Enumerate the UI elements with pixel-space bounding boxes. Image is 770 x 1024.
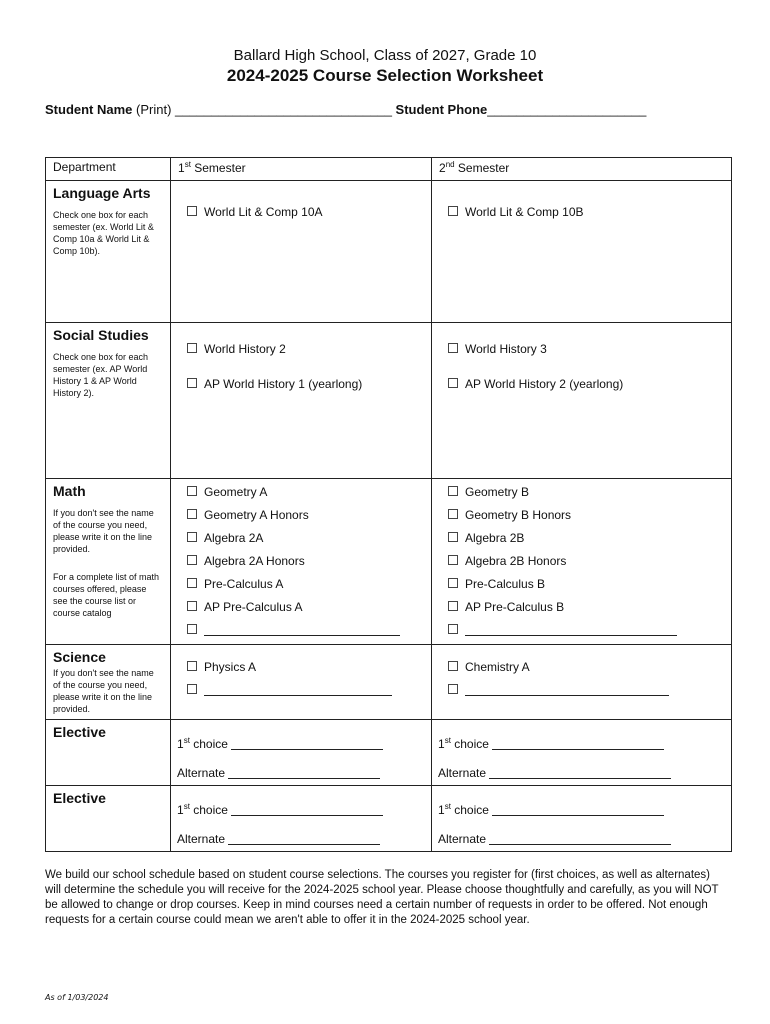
first-text: choice xyxy=(189,803,228,817)
course-option[interactable] xyxy=(432,481,731,504)
course-option[interactable] xyxy=(432,596,731,619)
science-title: Science xyxy=(53,649,106,665)
course-label: Pre-Calculus A xyxy=(204,577,284,591)
first-choice-field[interactable] xyxy=(432,736,731,751)
student-phone-label: Student Phone xyxy=(395,102,488,117)
footer-paragraph: We build our school schedule based on student course selections. The courses you register for (first choices, as well as alternates) will determine the schedule you will receive for the 2024-2025 school year. Please choose thoughtfully and carefully, as you will NOT be allowed to change or drop courses. Keep in mind courses need a certain number of requests in order to be offered. Not enough requests for a certain course could mean we aren't able to offer it in the 2024-2025 school year. xyxy=(45,869,719,926)
semester-1-num: 1 xyxy=(178,161,185,175)
write-in-line[interactable] xyxy=(228,832,380,845)
course-label: Physics A xyxy=(204,660,257,674)
alternate-field[interactable] xyxy=(432,832,731,846)
checkbox[interactable] xyxy=(448,378,458,388)
alternate-field[interactable] xyxy=(171,766,431,780)
write-in-line[interactable] xyxy=(492,737,664,750)
course-label: World History 2 xyxy=(204,342,286,356)
course-write-in[interactable] xyxy=(432,619,731,642)
math-dept xyxy=(46,479,171,645)
science-dept xyxy=(46,645,171,720)
write-in-line[interactable] xyxy=(204,623,400,636)
first-num: 1 xyxy=(438,737,445,751)
checkbox[interactable] xyxy=(187,578,197,588)
alternate-label: Alternate xyxy=(177,766,226,780)
course-write-in[interactable] xyxy=(171,619,431,642)
checkbox[interactable] xyxy=(448,578,458,588)
first-text: choice xyxy=(450,737,489,751)
semester-2-sup: nd xyxy=(445,160,455,169)
math-sem1 xyxy=(171,479,432,645)
write-in-line[interactable] xyxy=(231,803,383,816)
first-choice-field[interactable] xyxy=(171,736,431,751)
elective-sem2 xyxy=(432,720,732,786)
checkbox[interactable] xyxy=(187,378,197,388)
checkbox[interactable] xyxy=(448,555,458,565)
semester-2-header xyxy=(432,158,732,181)
first-num: 1 xyxy=(177,737,184,751)
school-line: Ballard High School, Class of 2027, Grade 10 xyxy=(233,47,537,64)
course-label: Chemistry A xyxy=(465,660,530,674)
department-header: Department xyxy=(46,158,171,181)
checkbox[interactable] xyxy=(187,684,197,694)
checkbox[interactable] xyxy=(187,532,197,542)
elective-row xyxy=(46,720,732,786)
checkbox[interactable] xyxy=(187,624,197,634)
write-in-line[interactable] xyxy=(231,737,383,750)
checkbox[interactable] xyxy=(187,509,197,519)
course-label: Geometry B Honors xyxy=(465,508,572,522)
social-studies-title: Social Studies xyxy=(53,327,149,343)
alternate-label: Alternate xyxy=(438,766,487,780)
semester-1-header xyxy=(171,158,432,181)
checkbox[interactable] xyxy=(448,509,458,519)
course-option[interactable] xyxy=(171,527,431,550)
course-label: Algebra 2B xyxy=(465,531,525,545)
social-studies-dept xyxy=(46,323,171,479)
first-sup: st xyxy=(183,802,190,811)
checkbox[interactable] xyxy=(448,532,458,542)
elective-title: Elective xyxy=(53,724,106,740)
course-label: Geometry B xyxy=(465,485,530,499)
student-name-field[interactable]: (Print) ______________________________ xyxy=(132,102,396,117)
course-selection-table xyxy=(45,157,732,852)
language-arts-row xyxy=(46,181,732,323)
first-sup: st xyxy=(183,736,190,745)
alternate-field[interactable] xyxy=(171,832,431,846)
elective-row xyxy=(46,786,732,852)
science-note: If you don't see the name of the course you need, please write it on the line provided. xyxy=(53,668,154,714)
alternate-label: Alternate xyxy=(177,832,226,846)
checkbox[interactable] xyxy=(448,601,458,611)
course-option[interactable] xyxy=(171,201,431,224)
elective-title: Elective xyxy=(53,790,106,806)
first-num: 1 xyxy=(177,803,184,817)
course-write-in[interactable] xyxy=(171,679,431,702)
course-option[interactable] xyxy=(171,550,431,573)
course-label: Pre-Calculus B xyxy=(465,577,546,591)
math-title: Math xyxy=(53,483,86,499)
course-option[interactable] xyxy=(171,656,431,679)
course-option[interactable] xyxy=(432,527,731,550)
math-note-1: If you don't see the name of the course you need, please write it on the line provided. xyxy=(53,508,154,554)
course-option[interactable] xyxy=(171,338,431,361)
math-row xyxy=(46,479,732,645)
table-header-row xyxy=(46,158,732,181)
semester-2-num: 2 xyxy=(439,161,446,175)
semester-2-text: Semester xyxy=(454,161,510,175)
course-option[interactable] xyxy=(432,201,731,224)
write-in-line[interactable] xyxy=(489,832,671,845)
course-option[interactable] xyxy=(171,573,431,596)
elective-sem1 xyxy=(171,720,432,786)
course-option[interactable] xyxy=(432,550,731,573)
language-arts-title: Language Arts xyxy=(53,185,151,201)
course-label: Algebra 2B Honors xyxy=(465,554,567,568)
elective-sem2 xyxy=(432,786,732,852)
checkbox[interactable] xyxy=(448,343,458,353)
alternate-label: Alternate xyxy=(438,832,487,846)
write-in-line[interactable] xyxy=(228,766,380,779)
elective-sem1 xyxy=(171,786,432,852)
semester-1-text: Semester xyxy=(190,161,246,175)
course-option[interactable] xyxy=(432,373,731,396)
course-label: World Lit & Comp 10A xyxy=(204,205,323,219)
checkbox[interactable] xyxy=(187,601,197,611)
social-studies-note: Check one box for each semester (ex. AP World History 1 & AP World History 2). xyxy=(53,352,149,398)
course-label: AP Pre-Calculus B xyxy=(465,600,565,614)
social-studies-sem1 xyxy=(171,323,432,479)
language-arts-note: Check one box for each semester (ex. World Lit & Comp 10a & World Lit & Comp 10b). xyxy=(53,210,154,256)
course-option[interactable] xyxy=(432,656,731,679)
first-text: choice xyxy=(189,737,228,751)
checkbox[interactable] xyxy=(187,206,197,216)
checkbox[interactable] xyxy=(448,661,458,671)
science-sem2 xyxy=(432,645,732,720)
student-phone-field[interactable]: ______________________ xyxy=(487,102,647,117)
write-in-line[interactable] xyxy=(465,623,677,636)
checkbox[interactable] xyxy=(448,624,458,634)
science-sem1 xyxy=(171,645,432,720)
checkbox[interactable] xyxy=(187,661,197,671)
course-label: Algebra 2A Honors xyxy=(204,554,305,568)
first-choice-field[interactable] xyxy=(171,802,431,817)
course-option[interactable] xyxy=(171,504,431,527)
language-arts-sem2 xyxy=(432,181,732,323)
course-option[interactable] xyxy=(171,373,431,396)
language-arts-dept xyxy=(46,181,171,323)
elective-dept xyxy=(46,786,171,852)
science-row xyxy=(46,645,732,720)
course-label: AP World History 1 (yearlong) xyxy=(204,377,363,391)
course-label: Geometry A Honors xyxy=(204,508,309,522)
social-studies-row xyxy=(46,323,732,479)
first-text: choice xyxy=(450,803,489,817)
checkbox[interactable] xyxy=(448,486,458,496)
course-option[interactable] xyxy=(432,338,731,361)
course-label: Geometry A xyxy=(204,485,268,499)
first-sup: st xyxy=(444,802,451,811)
checkbox[interactable] xyxy=(448,206,458,216)
elective-dept xyxy=(46,720,171,786)
write-in-line[interactable] xyxy=(204,683,392,696)
course-write-in[interactable] xyxy=(432,679,731,702)
course-option[interactable] xyxy=(171,481,431,504)
math-sem2 xyxy=(432,479,732,645)
course-option[interactable] xyxy=(432,573,731,596)
language-arts-sem1 xyxy=(171,181,432,323)
student-info-line xyxy=(45,102,646,117)
course-label: Algebra 2A xyxy=(204,531,264,545)
write-in-line[interactable] xyxy=(489,766,671,779)
alternate-field[interactable] xyxy=(432,766,731,780)
first-num: 1 xyxy=(438,803,445,817)
write-in-line[interactable] xyxy=(492,803,664,816)
semester-1-sup: st xyxy=(184,160,191,169)
course-option[interactable] xyxy=(432,504,731,527)
math-note-2: For a complete list of math courses offered, please see the course list or course catalog xyxy=(53,572,160,618)
checkbox[interactable] xyxy=(187,343,197,353)
checkbox[interactable] xyxy=(448,684,458,694)
as-of-date: As of 1/03/2024 xyxy=(45,993,109,1002)
write-in-line[interactable] xyxy=(465,683,669,696)
first-choice-field[interactable] xyxy=(432,802,731,817)
checkbox[interactable] xyxy=(187,555,197,565)
course-label: AP World History 2 (yearlong) xyxy=(465,377,624,391)
first-sup: st xyxy=(444,736,451,745)
student-name-label: Student Name xyxy=(45,102,133,117)
course-label: World History 3 xyxy=(465,342,547,356)
checkbox[interactable] xyxy=(187,486,197,496)
course-label: World Lit & Comp 10B xyxy=(465,205,584,219)
course-label: AP Pre-Calculus A xyxy=(204,600,303,614)
course-option[interactable] xyxy=(171,596,431,619)
worksheet-title: 2024-2025 Course Selection Worksheet xyxy=(226,66,544,85)
social-studies-sem2 xyxy=(432,323,732,479)
